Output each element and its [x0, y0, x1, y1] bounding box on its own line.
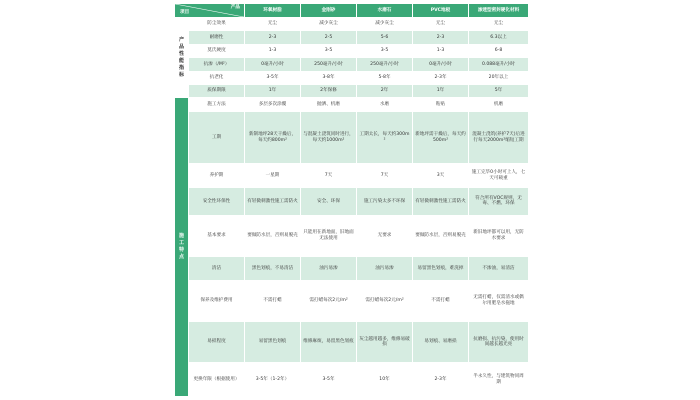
table-cell: 2-3 [245, 31, 301, 44]
table-row [175, 111, 529, 164]
table-cell: 3天 [413, 164, 469, 187]
table-cell: 抛洒、机磨 [301, 98, 357, 111]
table-row [175, 85, 529, 98]
column-header-emery: 金刚砂 [301, 4, 357, 18]
table-cell: 0毫升/小时 [245, 58, 301, 71]
row-label: 质保期限 [189, 85, 245, 98]
table-cell: 250毫升/小时 [357, 58, 413, 71]
row-label: 耐磨性 [189, 31, 245, 44]
table-cell: 要做防水层，否则易脱壳 [245, 215, 301, 256]
column-header-terrazzo: 水磨石 [357, 4, 413, 18]
table-cell: 0.088毫升/小时 [469, 58, 529, 71]
table-cell: 7天 [301, 164, 357, 187]
table-cell: 符合所有VOC规则，无毒、不燃、环保 [469, 187, 529, 215]
table-cell: 安全、环保 [301, 187, 357, 215]
table-cell: 只能用在新地面，旧地面无法使用 [301, 215, 357, 256]
table-row [175, 321, 529, 362]
row-label: 抗渗（/M²） [189, 58, 245, 71]
table-cell: 减少灰尘 [301, 18, 357, 31]
table-cell: 施工污染太多不环保 [357, 187, 413, 215]
table-cell: 不需打蜡 [413, 280, 469, 321]
table-cell: 新地坪需干燥后，每天约500m² [413, 111, 469, 164]
table-cell: 5-8年 [357, 71, 413, 84]
row-label: 清洁 [189, 257, 245, 280]
table-cell: 3-5年 [301, 363, 357, 397]
table-cell: 易划痕、易磨损 [413, 321, 469, 362]
table-cell: 工期太长，每天约300m² [357, 111, 413, 164]
table-cell: 抗磨损、抗污染，使用时间越长越光亮 [469, 321, 529, 362]
table-cell: 250毫升/小时 [301, 58, 357, 71]
table-cell: 5-6 [357, 31, 413, 44]
table-row [175, 58, 529, 71]
row-label: 易损程度 [189, 321, 245, 362]
table-body [175, 18, 529, 397]
table-cell: 油污易渗 [301, 257, 357, 280]
table-cell: 与混凝土浇筑同时进行，每天约1000m² [301, 111, 357, 164]
table-cell: 新旧地坪都可以用，无防水要求 [469, 215, 529, 256]
row-label: 保养及维护费用 [189, 280, 245, 321]
table-cell: 6-8 [469, 44, 529, 57]
table-cell: 有轻微刺激性施工需防火 [245, 187, 301, 215]
row-label: 养护期 [189, 164, 245, 187]
table-cell: 无需打蜡，仅需清水或偶尔用肥皂水拖地 [469, 280, 529, 321]
row-label: 基本要求 [189, 215, 245, 256]
table-cell: 易留黑色划痕 [245, 321, 301, 362]
table-cell: 施工完毕0小时可上人，七天可载重 [469, 164, 529, 187]
table-cell: 20年以上 [469, 71, 529, 84]
table-cell: 灰尘越用越多，维修易破损 [357, 321, 413, 362]
table-cell: 新制地坪28天干燥后，每天约800m² [245, 111, 301, 164]
table-cell: 易留黑色划痕，难洗掉 [413, 257, 469, 280]
table-cell: 2年 [357, 85, 413, 98]
comparison-table [174, 3, 529, 397]
table-row [175, 164, 529, 187]
table-row [175, 71, 529, 84]
table-cell: 10年 [357, 363, 413, 397]
table-cell: 无尘 [245, 18, 301, 31]
row-label: 安全性环保性 [189, 187, 245, 215]
table-cell: 6.3以上 [469, 31, 529, 44]
row-label: 更换年限（根据使用） [189, 363, 245, 397]
table-cell: 多层多次涂覆 [245, 98, 301, 111]
table-cell: 1年 [413, 85, 469, 98]
table-cell: 水磨 [357, 98, 413, 111]
table-cell: 无尘 [469, 18, 529, 31]
row-label: 工期 [189, 111, 245, 164]
comparison-table-wrapper [174, 3, 528, 397]
table-cell: 需打蜡每次2元/m² [357, 280, 413, 321]
table-cell: 油污易渗 [357, 257, 413, 280]
table-cell: 5年 [469, 85, 529, 98]
table-cell: 有轻微刺激性施工需防火 [413, 187, 469, 215]
table-cell: 1-3 [245, 44, 301, 57]
product-axis-label: 产品 [230, 5, 240, 10]
table-cell: 2-5 [301, 31, 357, 44]
column-header-sealer: 渗透型密封硬化材料 [469, 4, 529, 18]
group-label-performance: 产品性能指标 [175, 18, 189, 98]
row-label: 施工方法 [189, 98, 245, 111]
table-cell: 3-8年 [301, 71, 357, 84]
table-row [175, 257, 529, 280]
table-row [175, 98, 529, 111]
corner-header-cell [175, 4, 245, 18]
table-cell: 2-3 [413, 31, 469, 44]
table-cell: 粘贴 [413, 98, 469, 111]
group-label-construction: 施工特点 [175, 98, 189, 397]
item-axis-label: 项目 [180, 10, 190, 16]
row-label: 莫氏硬度 [189, 44, 245, 57]
table-row [175, 363, 529, 397]
table-cell: 1年 [245, 85, 301, 98]
column-header-epoxy: 环氧树脂 [245, 4, 301, 18]
table-cell: 3-5 [301, 44, 357, 57]
table-cell: 一星期 [245, 164, 301, 187]
header-row [175, 4, 529, 18]
table-cell: 机磨 [469, 98, 529, 111]
table-cell: 2-3年 [413, 71, 469, 84]
table-cell: 0毫升/小时 [413, 58, 469, 71]
table-cell: 2年保修 [301, 85, 357, 98]
table-cell: 无尘 [413, 18, 469, 31]
table-cell: 不需打蜡 [245, 280, 301, 321]
table-row [175, 187, 529, 215]
table-row [175, 31, 529, 44]
table-cell: 要做防水层，否则易脱壳 [413, 215, 469, 256]
row-label: 抗老化 [189, 71, 245, 84]
column-header-pvc: PVC地板 [413, 4, 469, 18]
table-row [175, 280, 529, 321]
table-cell: 黑色划痕，不易清洁 [245, 257, 301, 280]
table-row [175, 18, 529, 31]
table-cell: 混凝土浇筑(养护7天)后进行每天2000m²缩短工期 [469, 111, 529, 164]
table-row [175, 44, 529, 57]
table-cell: 需打蜡每次2元/m² [301, 280, 357, 321]
table-cell: 半永久性，与建筑物同周期 [469, 363, 529, 397]
table-cell: 减少灰尘 [357, 18, 413, 31]
table-row [175, 215, 529, 256]
table-cell: 7天 [357, 164, 413, 187]
row-label: 防尘效果 [189, 18, 245, 31]
table-cell: 3-5年 [245, 71, 301, 84]
table-cell: 3-5 [357, 44, 413, 57]
table-cell: 无要求 [357, 215, 413, 256]
table-cell: 2-3年 [413, 363, 469, 397]
table-cell: 维修麻烦，易留黑色划痕 [301, 321, 357, 362]
table-cell: 3-5年（1-2年） [245, 363, 301, 397]
table-cell: 不渗油，易清洁 [469, 257, 529, 280]
table-cell: 1-3 [413, 44, 469, 57]
